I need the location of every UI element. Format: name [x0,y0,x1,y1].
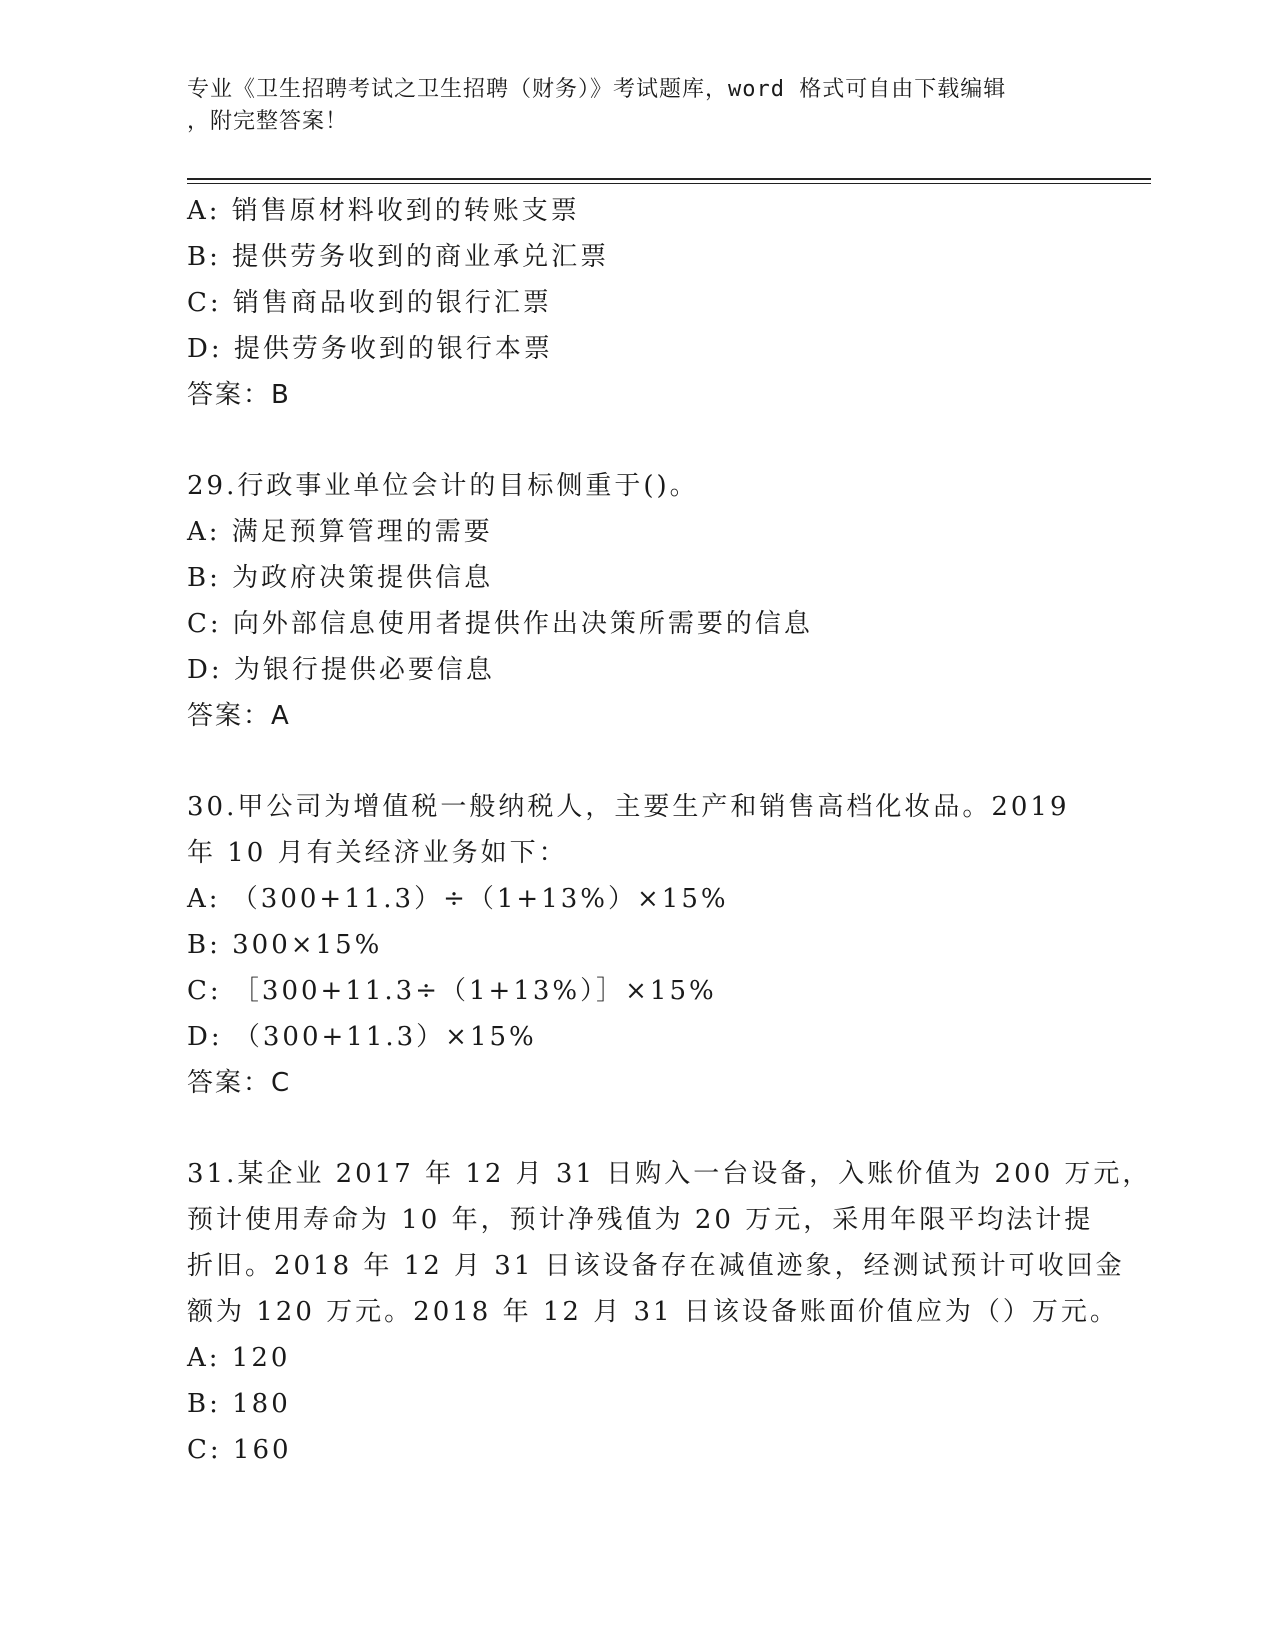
answer-line: 答案：C [187,1068,292,1098]
question-28 [187,188,1087,418]
header-divider-thin [187,183,1151,184]
question-29 [187,463,1087,739]
document-header [187,74,1087,138]
option-a: A: 满足预算管理的需要 [187,517,493,547]
question-stem-line-4: 额为 120 万元。2018 年 12 月 31 日该设备账面价值应为（）万元。 [187,1297,1119,1327]
option-a: A: 120 [187,1343,291,1373]
option-d: D: 提供劳务收到的银行本票 [187,334,553,364]
question-gap [187,418,1087,463]
question-stem-line-2: 年 10 月有关经济业务如下： [187,838,568,868]
question-stem-line-3: 折旧。2018 年 12 月 31 日该设备存在减值迹象，经测试预计可收回金 [187,1251,1125,1281]
option-a: A: （300+11.3）÷（1+13%）×15% [187,884,729,914]
question-stem-line-1: 30.甲公司为增值税一般纳税人，主要生产和销售高档化妆品。2019 [187,792,1070,822]
option-b: B: 300×15% [187,930,383,960]
option-a: A: 销售原材料收到的转账支票 [187,196,580,226]
answer-line: 答案：B [187,380,291,410]
question-stem: 29.行政事业单位会计的目标侧重于()。 [187,471,699,501]
question-gap [187,1106,1087,1151]
question-30 [187,784,1087,1106]
option-b: B: 180 [187,1389,291,1419]
header-line-2: ，附完整答案！ [187,109,349,134]
option-c: C: 160 [187,1435,292,1465]
option-c: C: 销售商品收到的银行汇票 [187,288,552,318]
option-c: C: ［300+11.3÷（1+13%）］×15% [187,976,717,1006]
question-stem-line-2: 预计使用寿命为 10 年，预计净残值为 20 万元，采用年限平均法计提 [187,1205,1094,1235]
option-b: B: 提供劳务收到的商业承兑汇票 [187,242,610,272]
header-line-1: 专业《卫生招聘考试之卫生招聘（财务）》考试题库，word 格式可自由下载编辑 [187,77,1007,102]
option-b: B: 为政府决策提供信息 [187,563,494,593]
question-gap [187,739,1087,784]
option-d: D: 为银行提供必要信息 [187,655,495,685]
question-31 [187,1151,1152,1473]
question-content [187,188,1152,1473]
option-d: D: （300+11.3）×15% [187,1022,537,1052]
header-divider-thick [187,178,1151,180]
option-c: C: 向外部信息使用者提供作出决策所需要的信息 [187,609,813,639]
question-stem-line-1: 31.某企业 2017 年 12 月 31 日购入一台设备，入账价值为 200 万元， [187,1159,1152,1189]
answer-line: 答案：A [187,701,291,731]
